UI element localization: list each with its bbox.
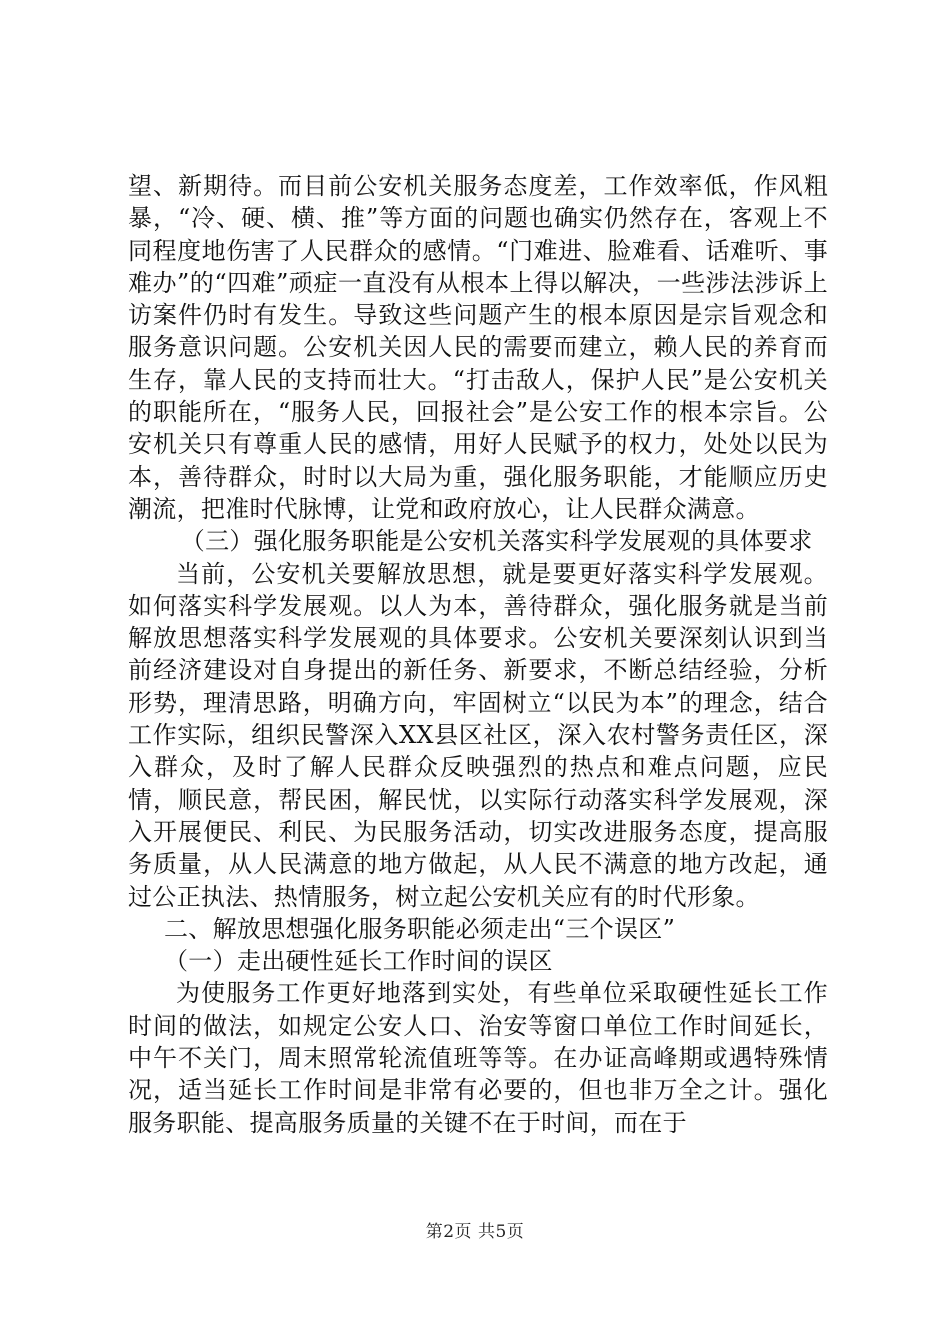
document-body (128, 170, 828, 1139)
paragraph: 为使服务工作更好地落到实处，有些单位采取硬性延长工作时间的做法，如规定公安人口、治安等窗口单位工作时间延长，中午不关门，周末照常轮流值班等等。在办证高峰期或遇特殊情况，适当延长工作时间是非常有必要的，但也非万全之计。强化服务职能、提高服务质量的关键不在于时间，而在于 (128, 979, 828, 1137)
section-heading-1: （一）走出硬性延长工作时间的误区 (164, 947, 553, 976)
chapter-heading-2: 二、解放思想强化服务职能必须走出“三个误区” (164, 914, 676, 943)
section-heading-3: （三）强化服务职能是公安机关落实科学发展观的具体要求 (180, 527, 813, 556)
paragraph: 当前，公安机关要解放思想，就是要更好落实科学发展观。如何落实科学发展观。以人为本，善待群众，强化服务就是当前解放思想落实科学发展观的具体要求。公安机关要深刻认识到当前经济建设对自身提出的新任务、新要求，不断总结经验，分析形势，理清思路，明确方向，牢固树立“以民为本”的理念，结合工作实际，组织民警深入XX县区社区，深入农村警务责任区，深入群众，及时了解人民群众反映强烈的热点和难点问题，应民情，顺民意，帮民困，解民忧，以实际行动落实科学发展观，深入开展便民、利民、为民服务活动，切实改进服务态度，提高服务质量，从人民满意的地方做起，从人民不满意的地方改起，通过公正执法、热情服务，树立起公安机关应有的时代形象。 (128, 559, 828, 911)
page-footer: 第2页 共5页 (425, 1222, 525, 1242)
paragraph-continued: 望、新期待。而目前公安机关服务态度差，工作效率低，作风粗暴，“冷、硬、横、推”等方面的问题也确实仍然存在，客观上不同程度地伤害了人民群众的感情。“门难进、脸难看、话难听、事难办”的“四难”顽症一直没有从根本上得以解决，一些涉法涉诉上访案件仍时有发生。导致这些问题产生的根本原因是宗旨观念和服务意识问题。公安机关因人民的需要而建立，赖人民的养育而生存，靠人民的支持而壮大。“打击敌人，保护人民”是公安机关的职能所在，“服务人民，回报社会”是公安工作的根本宗旨。公安机关只有尊重人民的感情，用好人民赋予的权力，处处以民为本，善待群众，时时以大局为重，强化服务职能，才能顺应历史潮流，把准时代脉博，让党和政府放心，让人民群众满意。 (128, 172, 828, 523)
